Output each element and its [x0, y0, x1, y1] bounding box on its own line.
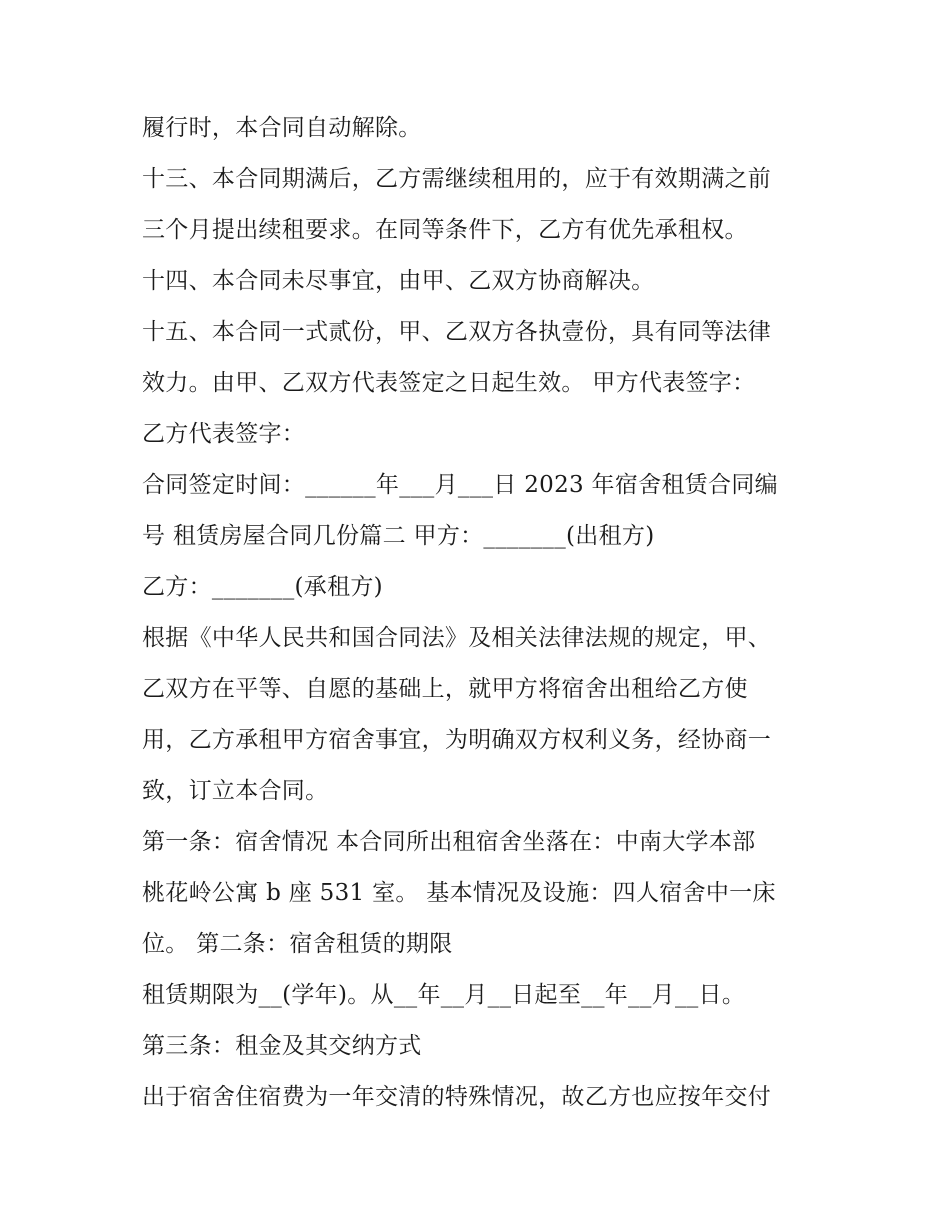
text-line: 根据《中华人民共和国合同法》及相关法律法规的规定，甲、: [142, 625, 772, 651]
text-line: 效力。由甲、乙双方代表签定之日起生效。 甲方代表签字：: [142, 370, 756, 396]
text-line: 租赁期限为__(学年)。从__年__月__日起至__年__月__日。: [142, 982, 746, 1008]
text-line: 十三、本合同期满后，乙方需继续租用的，应于有效期满之前: [142, 166, 772, 192]
text-line: 乙双方在平等、自愿的基础上，就甲方将宿舍出租给乙方使: [142, 676, 748, 702]
text-line: 乙方：_______(承租方): [142, 574, 383, 600]
text-line: 三个月提出续租要求。在同等条件下，乙方有优先承租权。: [142, 217, 748, 243]
text-line: 位。 第二条：宿舍租赁的期限: [142, 931, 453, 957]
text-line: 第三条：租金及其交纳方式: [142, 1033, 422, 1059]
text-line: 用，乙方承租甲方宿舍事宜，为明确双方权利义务，经协商一: [142, 727, 772, 753]
text-line: 履行时，本合同自动解除。: [142, 115, 422, 141]
text-line: 合同签定时间：______年___月___日 2023 年宿舍租赁合同编: [142, 472, 778, 498]
text-line: 桃花岭公寓 b 座 531 室。 基本情况及设施：四人宿舍中一床: [142, 880, 776, 906]
text-line: 致，订立本合同。: [142, 778, 329, 804]
text-line: 十五、本合同一式贰份，甲、乙双方各执壹份，具有同等法律: [142, 319, 772, 345]
text-line: 第一条：宿舍情况 本合同所出租宿舍坐落在：中南大学本部: [142, 829, 756, 855]
text-line: 号 租赁房屋合同几份篇二 甲方：_______(出租方): [142, 523, 655, 549]
text-line: 十四、本合同未尽事宜，由甲、乙双方协商解决。: [142, 268, 655, 294]
text-line: 乙方代表签字：: [142, 421, 306, 447]
text-line: 出于宿舍住宿费为一年交清的特殊情况，故乙方也应按年交付: [142, 1084, 772, 1110]
